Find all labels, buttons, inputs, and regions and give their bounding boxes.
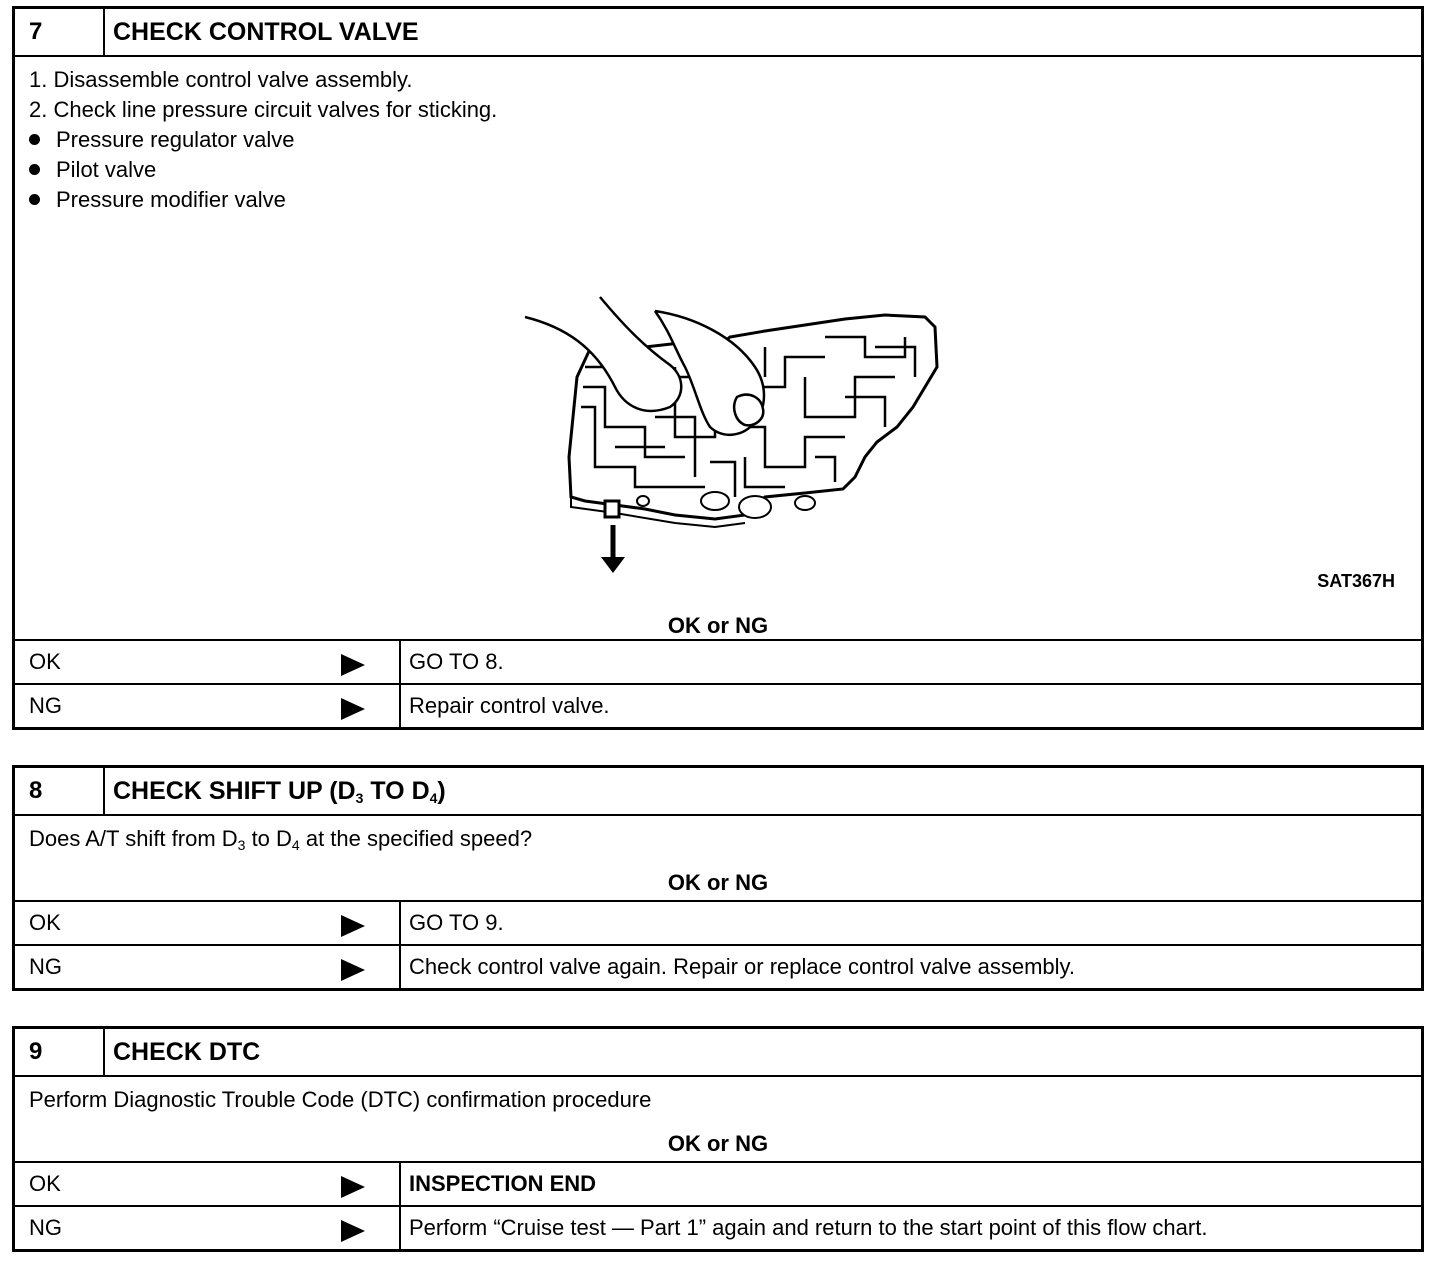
arrow-right-icon: [341, 1176, 365, 1198]
ng-row: [15, 683, 1421, 727]
ng-label: NG: [29, 693, 62, 718]
arrow-right-icon: [341, 915, 365, 937]
ok-label: OK: [29, 910, 61, 935]
step-title: CHECK SHIFT UP ($D_3$ TO $D_4$): [113, 777, 446, 806]
step-number: 9: [15, 1029, 105, 1075]
bullet-item: Pressure regulator valve: [29, 127, 294, 153]
ng-row: [15, 944, 1421, 988]
arrow-right-icon: [341, 654, 365, 676]
arrow-right-icon: [341, 698, 365, 720]
step-number: 8: [15, 768, 105, 814]
ok-or-ng-label: OK or NG: [667, 870, 769, 895]
step-7-box: [12, 6, 1424, 730]
ok-action: GO TO 9.: [409, 910, 504, 935]
ok-or-ng-label: OK or NG: [667, 613, 769, 638]
ng-action: Repair control valve.: [409, 693, 610, 718]
ng-row: [15, 1205, 1421, 1249]
control-valve-illustration: [505, 257, 955, 597]
step-7-body: [15, 57, 1421, 639]
arrow-right-icon: [341, 959, 365, 981]
step-9-box: [12, 1026, 1424, 1252]
step-number: 7: [15, 9, 105, 55]
bullet-icon: [29, 164, 40, 175]
ok-action: GO TO 8.: [409, 649, 504, 674]
bullet-item: Pilot valve: [29, 157, 156, 183]
bullet-item: Pressure modifier valve: [29, 187, 286, 213]
instruction-step-2: 2. Check line pressure circuit valves for sticking.: [29, 97, 498, 122]
step-title: CHECK CONTROL VALVE: [113, 18, 419, 46]
arrow-right-icon: [341, 1220, 365, 1242]
instruction-step-1: 1. Disassemble control valve assembly.: [29, 67, 413, 92]
instruction-text: Perform Diagnostic Trouble Code (DTC) confirmation procedure: [29, 1087, 652, 1112]
step-9-body: [15, 1077, 1421, 1161]
step-title: CHECK DTC: [113, 1038, 261, 1066]
ok-row: [15, 639, 1421, 683]
bullet-icon: [29, 134, 40, 145]
figure-code: SAT367H: [1317, 571, 1395, 591]
ng-action: Check control valve again. Repair or replace control valve assembly.: [409, 954, 1076, 979]
ok-label: OK: [29, 1171, 61, 1196]
bullet-icon: [29, 194, 40, 205]
ok-row: [15, 1161, 1421, 1205]
ok-label: OK: [29, 649, 61, 674]
ok-or-ng-label: OK or NG: [667, 1131, 769, 1156]
step-8-box: [12, 765, 1424, 991]
step-9-header: [15, 1029, 1421, 1077]
ng-action: Perform “Cruise test — Part 1” again and return to the start point of this flow chart.: [409, 1215, 1208, 1240]
ok-action: INSPECTION END: [409, 1171, 597, 1196]
step-7-header: [15, 9, 1421, 57]
ng-label: NG: [29, 1215, 62, 1240]
step-8-header: [15, 768, 1421, 816]
step-8-body: [15, 816, 1421, 900]
ng-label: NG: [29, 954, 62, 979]
question-text: Does A/T shift from $D_3$ to $D_4$ at the specified speed?: [29, 826, 533, 853]
ok-row: [15, 900, 1421, 944]
